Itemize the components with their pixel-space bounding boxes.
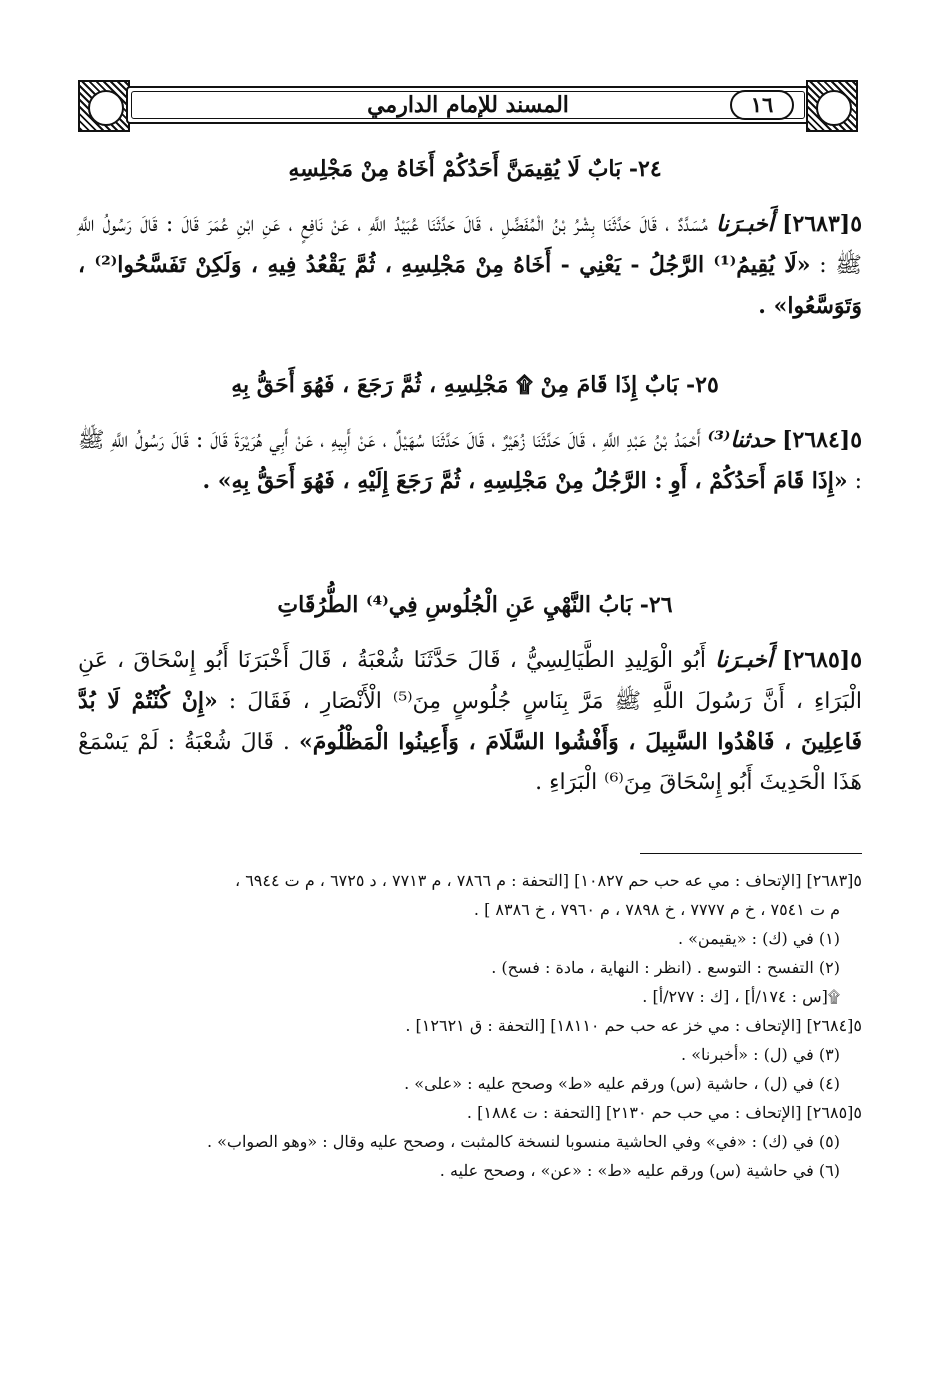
footnote-line: ٥[٢٦٨٣] [الإتحاف : مي عه حب حم ١٠٨٢٧] [التحفة : م ٧٨٦٦ ، م ٧٧١٣ ، د ٦٧٢٥ ، م ت ٦٩٤٤ ، <box>234 871 862 890</box>
header-ornament-left <box>78 80 130 132</box>
hadith-number: ٥[٢٦٨٣] <box>782 211 863 237</box>
hadith-2684 <box>78 420 862 502</box>
footnote-line: (٥) في (ك) : «في» وفي الحاشية منسوبا لنسخة كالمثبت ، وصحح عليه وقال : «وهو الصواب» . <box>206 1132 840 1151</box>
isnad-text: أَحْمَدُ بْنُ عَبْدِ اللَّهِ ، قَالَ حَدَّثَنَا زُهَيْرٌ ، قَالَ حَدَّثَنَا سُهَيْلٌ ، عَنْ أَبِيهِ ، عَنْ أَبِي هُرَيْرَةَ قَالَ : قَالَ رَسُولُ اللَّهِ ﷺ : <box>78 428 862 494</box>
transmission-verb: حدثنا⁽³⁾ <box>707 427 776 453</box>
footnote-divider <box>640 853 862 854</box>
chapter-heading-25: ٢٥- بَابٌ إِذَا قَامَ مِنْ ۩ مَجْلِسِهِ ، ثُمَّ رَجَعَ ، فَهُوَ أَحَقُّ بِهِ <box>231 372 719 398</box>
running-header <box>78 80 858 132</box>
isnad-text: أَبُو الْوَلِيدِ الطَّيَالِسِيُّ ، قَالَ حَدَّثَنَا شُعْبَةُ ، قَالَ أَخْبَرَنَا أَبُو إِسْحَاقَ ، عَنِ الْبَرَاءِ ، أَنَّ رَسُولَ اللَّهِ ﷺ مَرَّ بِنَاسٍ جُلُوسٍ مِنَ⁽⁵⁾ الْأَنْصَارِ ، فَقَالَ : <box>78 648 863 714</box>
closing-remark: . قَالَ شُعْبَةُ : لَمْ يَسْمَعْ هَذَا الْحَدِيثَ أَبُو إِسْحَاقَ مِنَ⁽⁶⁾ الْبَرَاءِ . <box>78 730 862 795</box>
hadith-2685 <box>78 640 862 803</box>
chapter-heading-24: ٢٤- بَابٌ لَا يُقِيمَنَّ أَحَدُكُمْ أَخَاهُ مِنْ مَجْلِسِهِ <box>288 156 662 182</box>
header-ornament-right <box>806 80 858 132</box>
footnote-line: (١) في (ك) : «يقيمن» . <box>677 929 840 948</box>
transmission-verb: أَخبـرَنا <box>715 647 773 673</box>
page-number: ١٦ <box>730 90 794 120</box>
transmission-verb: أَخبـرَنا <box>716 211 774 237</box>
hadith-number: ٥[٢٦٨٥] <box>782 647 863 673</box>
matn-quote: «لَا يُقِيمُ⁽¹⁾ الرَّجُلُ - يَعْنِي - أَخَاهُ مِنْ مَجْلِسِهِ ، ثُمَّ يَقْعُدُ فِيهِ ، وَلَكِنْ تَفَسَّحُوا⁽²⁾ ، وَتَوَسَّعُوا» . <box>78 252 862 319</box>
footnote-line: ٥[٢٦٨٤] [الإتحاف : مي خز عه حب حم ١٨١١٠] [التحفة : ق ١٢٦٢١] . <box>405 1016 862 1035</box>
chapter-heading-26: ٢٦- بَابُ النَّهْيِ عَنِ الْجُلُوسِ فِي⁽⁴⁾ الطُّرُقَاتِ <box>277 592 673 618</box>
footnote-line: (٣) في (ل) : «أخبرنا» . <box>681 1045 840 1064</box>
matn-quote: «إِنْ كُنْتُمْ لَا بُدَّ فَاعِلِينَ ، فَاهْدُوا السَّبِيلَ ، وَأَفْشُوا السَّلَامَ ، وَأَعِينُوا الْمَظْلُومَ» <box>78 688 863 755</box>
footnotes <box>80 866 862 1185</box>
book-title: المسند للإمام الدارمي <box>367 92 569 118</box>
footnote-line: (٦) في حاشية (س) ورقم عليه «ط» : «عن» ، وصحح عليه . <box>439 1161 840 1180</box>
footnote-line: (٤) في (ل) ، حاشية (س) ورقم عليه «ط» وصحح عليه : «على» . <box>404 1074 840 1093</box>
hadith-2683 <box>78 204 862 327</box>
footnote-line: (٢) التفسح : التوسع . (انظر : النهاية ، مادة : فسح) . <box>491 958 840 977</box>
hadith-number: ٥[٢٦٨٤] <box>782 427 863 453</box>
matn-quote: «إِذَا قَامَ أَحَدُكُمْ ، أَوِ : الرَّجُلُ مِنْ مَجْلِسِهِ ، ثُمَّ رَجَعَ إِلَيْهِ ، فَهُوَ أَحَقُّ بِهِ» . <box>202 468 848 494</box>
footnote-line: م ت ٧٥٤١ ، خ م ٧٧٧٧ ، خ ٧٨٩٨ ، م ٧٩٦٠ ، خ ٨٣٨٦ ] . <box>473 900 840 919</box>
isnad-text: مُسَدَّدٌ ، قَالَ حَدَّثَنَا بِشْرُ بْنُ الْمُفَضَّلِ ، قَالَ حَدَّثَنَا عُبَيْدُ اللَّهِ ، عَنْ نَافِعٍ ، عَنِ ابْنِ عُمَرَ قَالَ : قَالَ رَسُولُ اللَّهِ ﷺ : <box>78 212 862 278</box>
footnote-line: ۩[س : ١٧٤/أ] ، [ك : ٢٧٧/أ] . <box>642 987 840 1006</box>
footnote-line: ٥[٢٦٨٥] [الإتحاف : مي حب حم ٢١٣٠] [التحفة : ت ١٨٨٤] . <box>466 1103 862 1122</box>
